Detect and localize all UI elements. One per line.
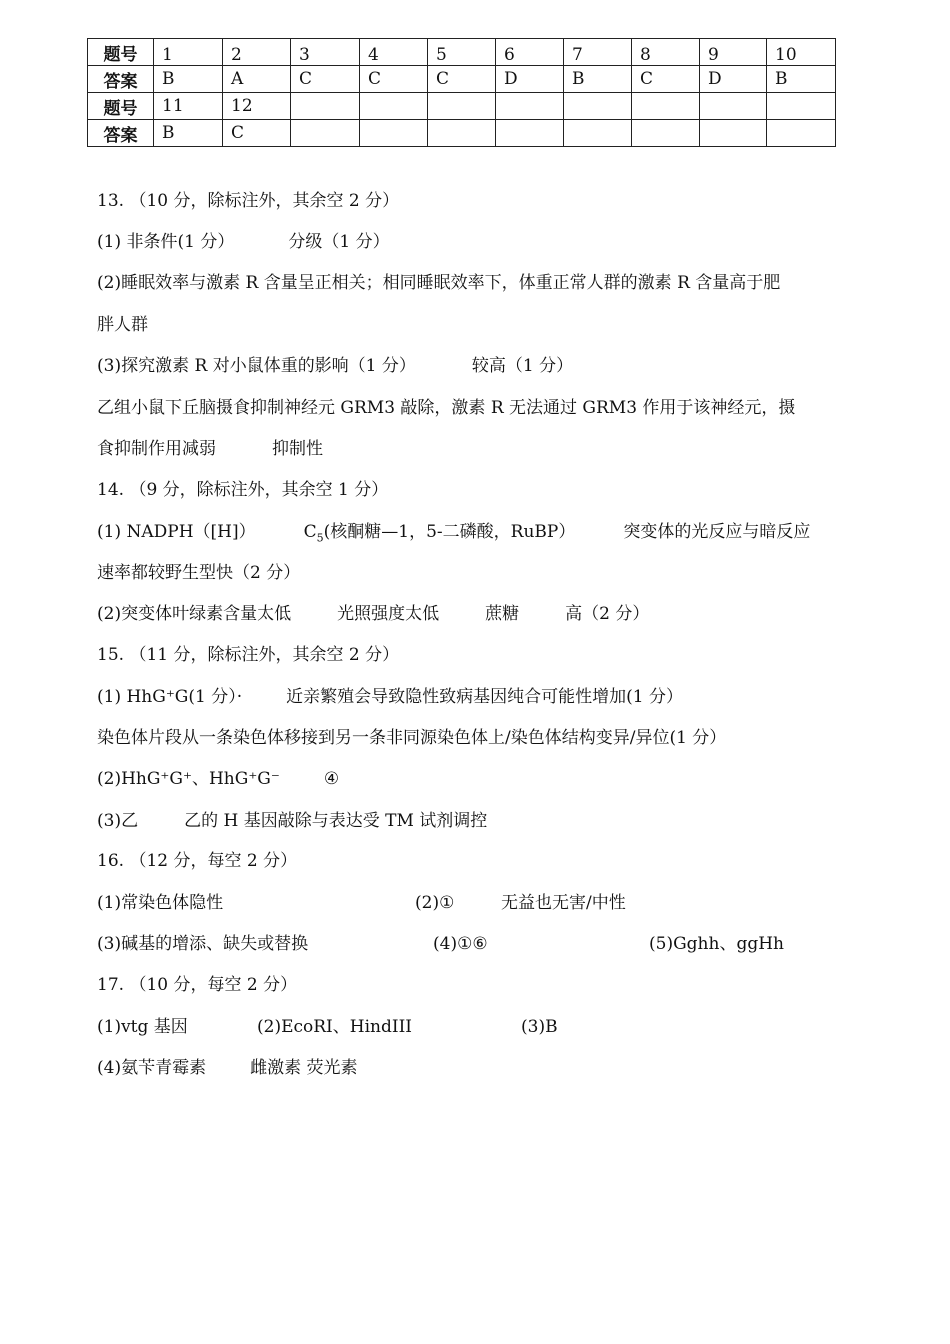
- q13-part3-line3-a: 食抑制作用减弱: [97, 439, 216, 459]
- table-cell: [632, 120, 700, 147]
- q13-part1-a: (1) 非条件(1 分）: [97, 232, 235, 252]
- answer-table-row: [88, 39, 836, 66]
- q16-part2-b: (4)①⑥: [433, 934, 488, 954]
- table-cell: 11: [154, 93, 223, 120]
- q13-heading: 13. （10 分，除标注外，其余空 2 分）: [97, 191, 400, 211]
- table-cell: C: [632, 66, 700, 93]
- table-cell: [291, 120, 360, 147]
- q17-part2-a: (4)氨苄青霉素: [97, 1058, 207, 1078]
- q13-part3-line3: [97, 437, 323, 461]
- q17-part2: [97, 1056, 358, 1080]
- table-cell: D: [700, 66, 767, 93]
- table-cell: 1: [154, 39, 223, 66]
- table-cell: B: [154, 66, 223, 93]
- table-cell: [428, 120, 496, 147]
- row-header: 题号: [88, 93, 154, 120]
- q17-part1-b: (2)EcoRI、HindIII: [257, 1017, 413, 1037]
- table-cell: 10: [767, 39, 836, 66]
- table-cell: [496, 120, 564, 147]
- table-cell: 5: [428, 39, 496, 66]
- table-cell: [700, 120, 767, 147]
- q14-part1: [97, 520, 810, 550]
- q17-part1: [97, 1015, 558, 1039]
- q16-part1-a: (1)常染色体隐性: [97, 893, 224, 913]
- table-cell: 4: [360, 39, 428, 66]
- q17-part1-a: (1)vtg 基因: [97, 1017, 188, 1037]
- q15-part3: [97, 809, 487, 833]
- q14-part2-c: 蔗糖: [485, 604, 520, 624]
- q17-heading: 17. （10 分，每空 2 分）: [97, 975, 298, 995]
- q17-part2-b: 雌激素 荧光素: [250, 1058, 358, 1078]
- q15-part1-b: 近亲繁殖会导致隐性致病基因纯合可能性增加(1 分）: [286, 687, 684, 707]
- table-cell: [564, 93, 632, 120]
- table-cell: [767, 93, 836, 120]
- row-header: 答案: [88, 66, 154, 93]
- table-cell: 7: [564, 39, 632, 66]
- q13-part3-line2: 乙组小鼠下丘脑摄食抑制神经元 GRM3 敲除，激素 R 无法通过 GRM3 作用于该神经元，摄: [97, 398, 796, 418]
- q16-heading: 16. （12 分，每空 2 分）: [97, 851, 298, 871]
- q14-part2: [97, 602, 649, 626]
- q16-part2-c: (5)Gghh、ggHh: [649, 934, 784, 954]
- table-cell: [496, 93, 564, 120]
- q16-part2-a: (3)碱基的增添、缺失或替换: [97, 934, 309, 954]
- q15-part1-a: (1) HhG⁺G(1 分）·: [97, 687, 243, 707]
- table-cell: [360, 120, 428, 147]
- q15-part1-line2: 染色体片段从一条染色体移接到另一条非同源染色体上/染色体结构变异/异位(1 分）: [97, 728, 727, 748]
- q13-part2-line2: 胖人群: [97, 315, 148, 335]
- q14-part1-b: $C_5$(核酮糖—1，5-二磷酸，RuBP）: [303, 522, 576, 545]
- q13-part3: [97, 354, 573, 378]
- q13-part3-b: 较高（1 分）: [471, 356, 574, 376]
- q14-part2-b: 光照强度太低: [337, 604, 440, 624]
- table-cell: C: [428, 66, 496, 93]
- q15-part2-b: ④: [323, 769, 340, 789]
- q14-part2-d: 高（2 分）: [565, 604, 650, 624]
- q15-part1: [97, 685, 683, 709]
- table-cell: 3: [291, 39, 360, 66]
- row-header: 答案: [88, 120, 154, 147]
- table-cell: [564, 120, 632, 147]
- table-cell: [291, 93, 360, 120]
- row-header: 题号: [88, 39, 154, 66]
- q15-part3-a: (3)乙: [97, 811, 139, 831]
- answer-table-row: [88, 120, 836, 147]
- q15-part2: [97, 767, 339, 791]
- table-cell: [428, 93, 496, 120]
- table-cell: 2: [223, 39, 291, 66]
- table-cell: B: [767, 66, 836, 93]
- table-cell: 9: [700, 39, 767, 66]
- q14-heading: 14. （9 分，除标注外，其余空 1 分）: [97, 480, 389, 500]
- table-cell: C: [223, 120, 291, 147]
- table-cell: D: [496, 66, 564, 93]
- q15-part3-b: 乙的 H 基因敲除与表达受 TM 试剂调控: [184, 811, 488, 831]
- table-cell: 12: [223, 93, 291, 120]
- q13-part2-line1: (2)睡眠效率与激素 R 含量呈正相关；相同睡眠效率下，体重正常人群的激素 R 含量高于肥: [97, 273, 781, 293]
- table-cell: C: [360, 66, 428, 93]
- table-cell: C: [291, 66, 360, 93]
- q14-part2-a: (2)突变体叶绿素含量太低: [97, 604, 292, 624]
- q14-part1-a: (1) NADPH（[H]）: [97, 522, 256, 542]
- table-cell: B: [564, 66, 632, 93]
- table-cell: [767, 120, 836, 147]
- q14-part1-line2: 速率都较野生型快（2 分）: [97, 563, 301, 583]
- q14-part1-c: 突变体的光反应与暗反应: [623, 522, 811, 542]
- table-cell: B: [154, 120, 223, 147]
- answer-table-row: [88, 93, 836, 120]
- q16-part1: [97, 891, 626, 915]
- q13-part1: [97, 230, 390, 254]
- q15-heading: 15. （11 分，除标注外，其余空 2 分）: [97, 645, 400, 665]
- table-cell: [360, 93, 428, 120]
- table-cell: 8: [632, 39, 700, 66]
- table-cell: [700, 93, 767, 120]
- q16-part1-b: (2)①: [415, 893, 455, 913]
- table-cell: [632, 93, 700, 120]
- q13-part3-line3-b: 抑制性: [272, 439, 323, 459]
- table-cell: A: [223, 66, 291, 93]
- q13-part1-b: 分级（1 分）: [288, 232, 390, 252]
- answer-table: [87, 38, 836, 147]
- table-cell: 6: [496, 39, 564, 66]
- q17-part1-c: (3)B: [521, 1017, 558, 1037]
- q13-part3-a: (3)探究激素 R 对小鼠体重的影响（1 分）: [97, 356, 416, 376]
- answer-table-row: [88, 66, 836, 93]
- q16-part2: [97, 932, 784, 956]
- q16-part1-c: 无益也无害/中性: [501, 893, 626, 913]
- q15-part2-a: (2)HhG⁺G⁺、HhG⁺G⁻: [97, 769, 280, 789]
